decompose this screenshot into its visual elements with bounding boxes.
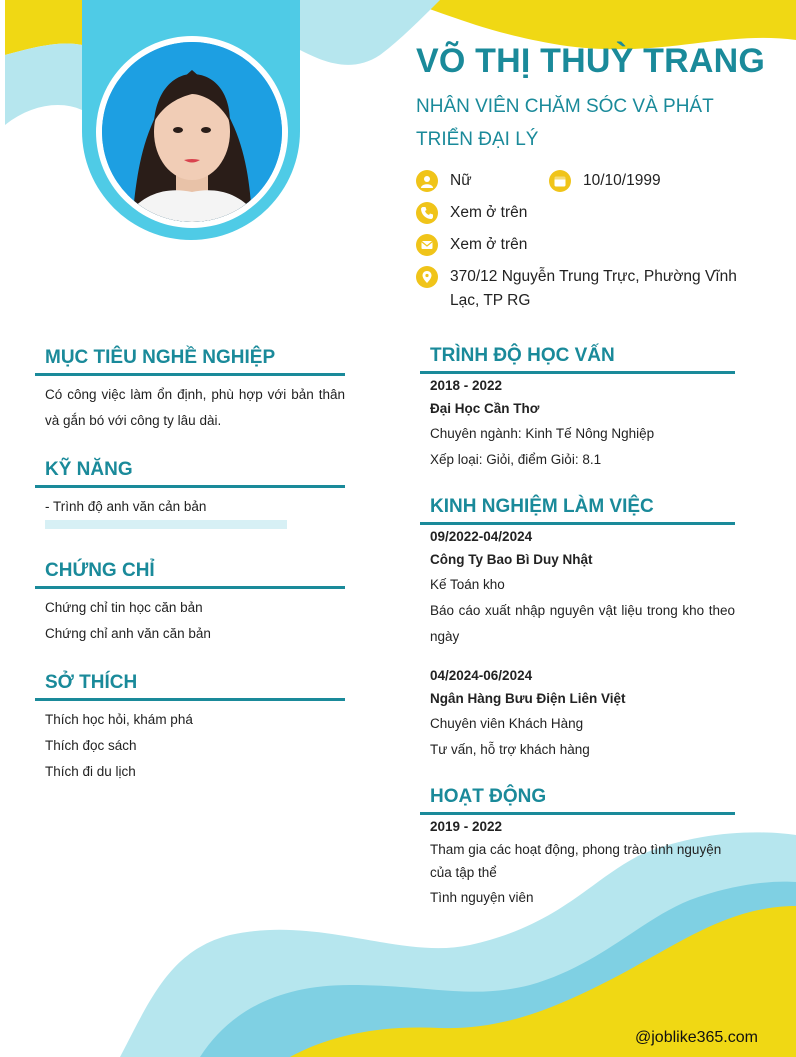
hobbies-rule <box>35 698 345 701</box>
certificates-title: CHỨNG CHỈ <box>45 560 155 581</box>
birthdate-value: 10/10/1999 <box>583 172 661 189</box>
objective-text: Có công việc làm ổn định, phù hợp với bản thân và gắn bó với công ty lâu dài. <box>45 387 345 428</box>
activity-item: Tình nguyện viên <box>430 890 534 905</box>
job-company: Công Ty Bao Bì Duy Nhật <box>430 552 593 567</box>
certificates-rule <box>35 586 345 589</box>
skill-item: - Trình độ anh văn cản bản <box>45 499 207 514</box>
skill-level-bar <box>45 520 287 529</box>
avatar-portrait <box>102 42 282 222</box>
address-value: 370/12 Nguyễn Trung Trực, Phường Vĩnh Lạc, TP RG <box>450 268 737 309</box>
watermark: @joblike365.com <box>635 1029 758 1046</box>
objective-title: MỤC TIÊU NGHỀ NGHIỆP <box>45 347 276 368</box>
activities-title: HOẠT ĐỘNG <box>430 786 547 807</box>
education-major: Chuyên ngành: Kinh Tế Nông Nghiệp <box>430 426 655 441</box>
skills-title: KỸ NĂNG <box>45 459 133 480</box>
education-title: TRÌNH ĐỘ HỌC VẤN <box>430 345 615 366</box>
email-value: Xem ở trên <box>450 236 528 253</box>
skills-rule <box>35 485 345 488</box>
job-role: Kế Toán kho <box>430 577 505 592</box>
job-company: Ngân Hàng Bưu Điện Liên Việt <box>430 691 626 706</box>
email-icon <box>416 234 438 256</box>
job-period: 09/2022-04/2024 <box>430 529 533 544</box>
job-role: Chuyên viên Khách Hàng <box>430 716 584 731</box>
hobbies-title: SỞ THÍCH <box>45 672 138 693</box>
education-school: Đại Học Cần Thơ <box>430 401 540 416</box>
location-pin-icon <box>416 266 438 288</box>
hobby-item: Thích học hỏi, khám phá <box>45 712 193 727</box>
job-title: NHÂN VIÊN CHĂM SÓC VÀ PHÁT TRIỂN ĐẠI LÝ <box>416 96 714 150</box>
certificate-item: Chứng chỉ tin học căn bản <box>45 600 203 615</box>
gender-value: Nữ <box>450 172 472 189</box>
calendar-icon <box>549 170 571 192</box>
activity-item: Tham gia các hoạt động, phong trào tình nguyện của tập thể <box>430 842 722 880</box>
job-period: 04/2024-06/2024 <box>430 668 533 683</box>
phone-icon <box>416 202 438 224</box>
top-left-blue-wave <box>5 43 82 125</box>
user-icon <box>416 170 438 192</box>
activity-period: 2019 - 2022 <box>430 819 503 834</box>
job-description: Báo cáo xuất nhập nguyên vật liệu trong kho theo ngày <box>430 603 735 644</box>
objective-rule <box>35 373 345 376</box>
hobby-item: Thích đọc sách <box>45 738 137 753</box>
candidate-name: VÕ THỊ THUỲ TRANG <box>416 42 766 80</box>
hobby-item: Thích đi du lịch <box>45 764 136 779</box>
job-description: Tư vấn, hỗ trợ khách hàng <box>430 742 590 757</box>
phone-value: Xem ở trên <box>450 204 528 221</box>
education-grade: Xếp loại: Giỏi, điểm Giỏi: 8.1 <box>430 452 602 467</box>
education-period: 2018 - 2022 <box>430 378 503 393</box>
experience-title: KINH NGHIỆM LÀM VIỆC <box>430 496 654 517</box>
avatar <box>102 42 282 222</box>
certificate-item: Chứng chỉ anh văn căn bản <box>45 626 211 641</box>
